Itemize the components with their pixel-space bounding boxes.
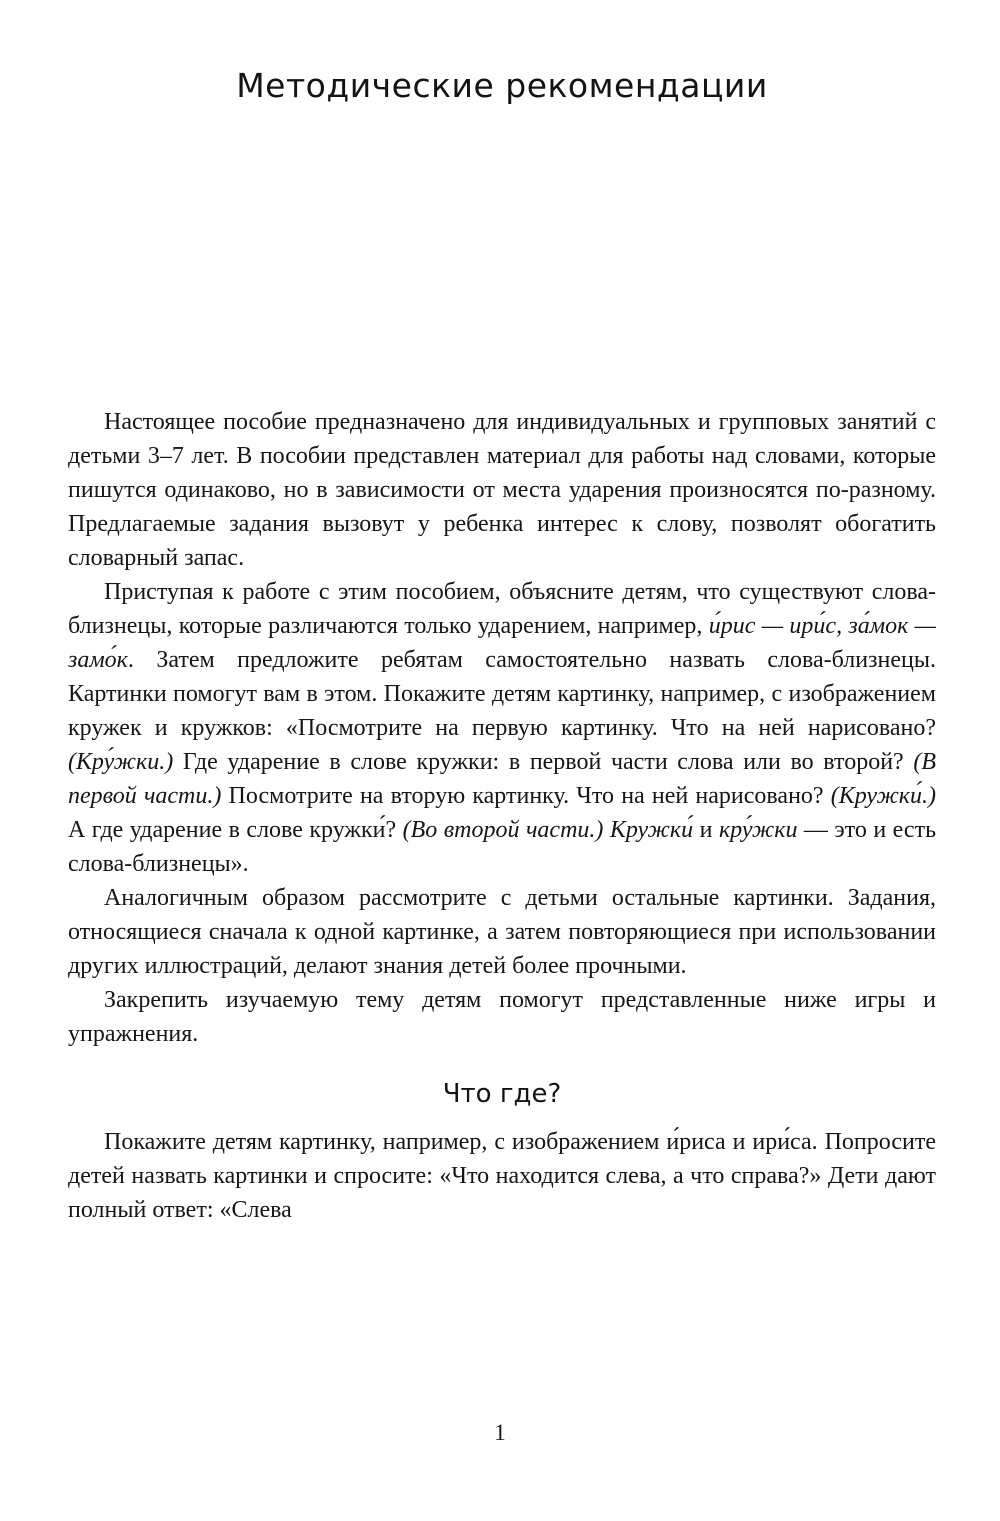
paragraph — [68, 983, 936, 1051]
body-text — [68, 405, 936, 1227]
text-run: Аналогичным образом рассмотрите с детьми остальные картинки. Задания, относящиеся сначала к одной картинке, а затем повторяющиеся при использовании других иллюстраций, делают знания детей более прочными. — [68, 885, 936, 979]
text-run-italic: кру́жки — [718, 817, 798, 843]
paragraph — [68, 575, 936, 881]
text-run: А где ударение в слове кружки́? — [68, 817, 403, 843]
text-run: Где ударение в слове кружки: в первой части слова или во второй? — [173, 749, 914, 775]
text-run-italic: (Кружки́.) — [830, 783, 936, 809]
text-run: Что где? — [442, 1079, 562, 1109]
text-run: Покажите детям картинку, например, с изображением и́риса и ири́са. Попросите детей назвать картинки и спросите: «Что находится слева, а что справа?» Дети дают полный ответ: «Слева — [68, 1129, 936, 1223]
text-run: . Затем предложите ребятам самостоятельно назвать слова-близнецы. Картинки помогут вам в этом. Покажите детям картинку, например, с изображением кружек и кружков: «Посмотрите на первую картинку. Что на ней нарисовано? — [68, 647, 936, 741]
text-run: и — [693, 817, 719, 843]
text-run-italic: и́рис — ири́с, за́мок — замо́к — [68, 613, 936, 673]
text-run-italic: (Во второй части.) Кружки́ — [402, 817, 694, 843]
page-number: 1 — [494, 1420, 506, 1445]
section-heading — [68, 1077, 936, 1111]
paragraph — [68, 881, 936, 983]
text-run: Закрепить изучаемую тему детям помогут представленные ниже игры и упражнения. — [68, 987, 936, 1047]
text-run-italic: (В первой части.) — [68, 749, 936, 809]
text-run: Посмотрите на вторую картинку. Что на ней нарисовано? — [221, 783, 831, 809]
text-run: Приступая к работе с этим пособием, объясните детям, что существуют слова-близнецы, которые различаются только ударением, например, — [68, 579, 936, 639]
page-title: Методические рекомендации — [236, 66, 768, 105]
text-run-italic: (Кру́жки.) — [68, 749, 174, 775]
text-run: Настоящее пособие предназначено для индивидуальных и групповых занятий с детьми 3–7 лет. В пособии представлен материал для работы над словами, которые пишутся одинаково, но в зависимости от места ударения произносятся по-разному. Предлагаемые задания вызовут у ребенка интерес к слову, позволят обогатить словарный запас. — [68, 409, 936, 571]
paragraph — [68, 405, 936, 575]
text-run: — это и есть слова-близнецы». — [68, 817, 937, 877]
paragraph — [68, 1125, 936, 1227]
